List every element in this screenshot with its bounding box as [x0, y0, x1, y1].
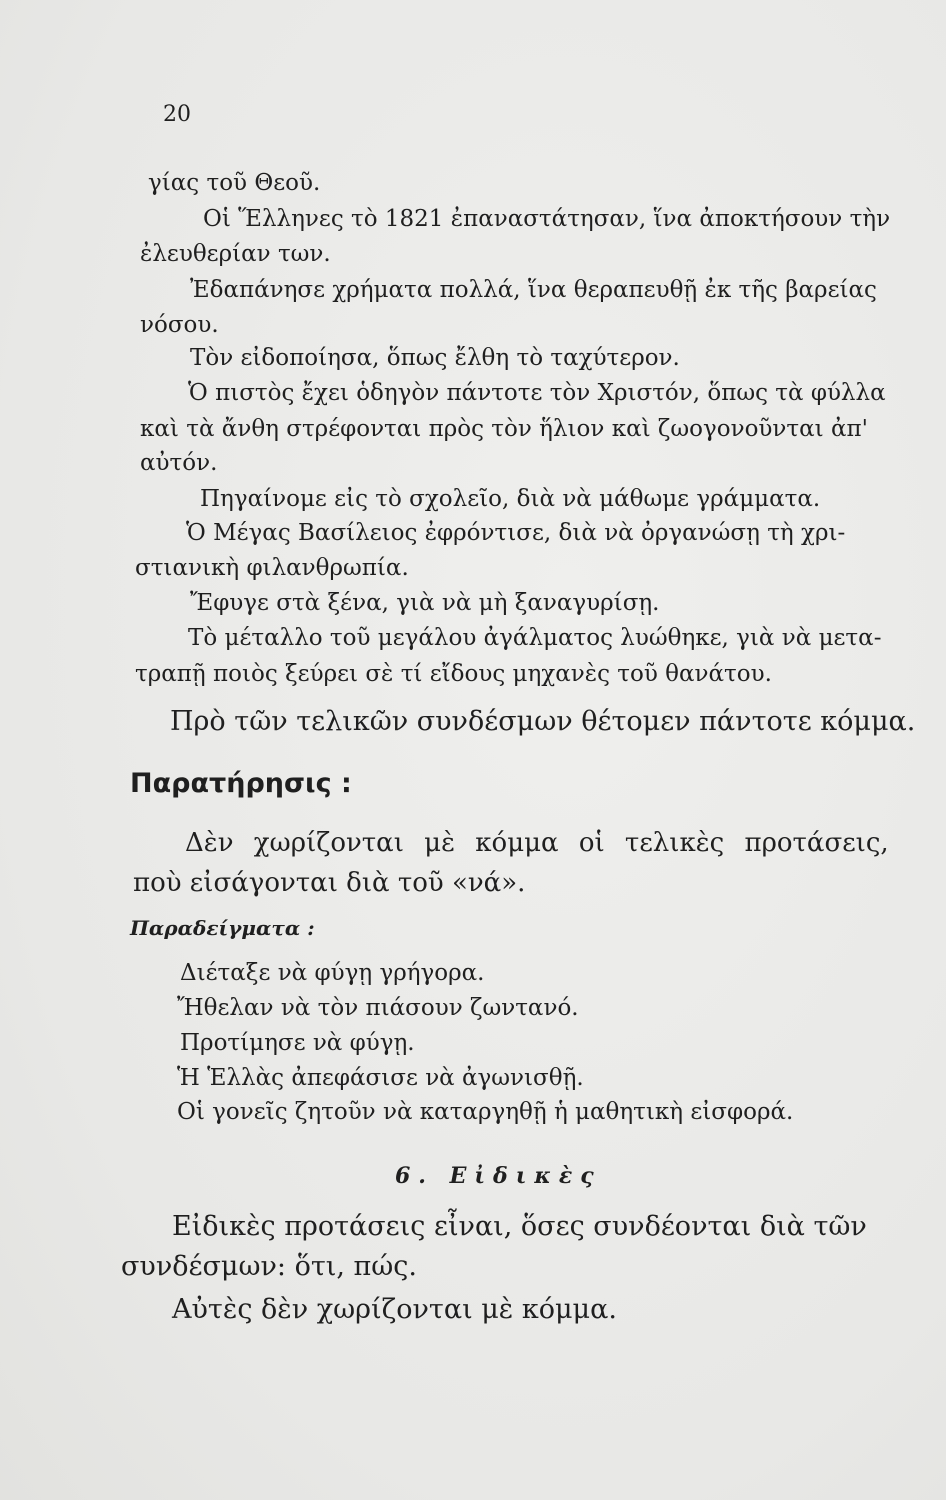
section-6-line: Αὐτὲς δὲν χωρίζονται μὲ κόμμα. [172, 1294, 617, 1325]
example-line: Οἱ γονεῖς ζητοῦν νὰ καταργηθῇ ἡ μαθητικὴ εἰσφορά. [177, 1099, 794, 1125]
text-line: Τὸ μέταλλο τοῦ μεγάλου ἀγάλματος λυώθηκε, γιὰ νὰ μετα- [188, 625, 882, 651]
observation-heading: Παρατήρησις : [130, 768, 352, 799]
examples-heading: Παραδείγματα : [130, 916, 315, 940]
text-line: αὐτόν. [140, 450, 218, 476]
example-line: Ἤθελαν νὰ τὸν πιάσουν ζωντανό. [177, 995, 579, 1021]
text-line: Ὁ Μέγας Βασίλειος ἐφρόντισε, διὰ νὰ ὀργανώσῃ τὴ χρι- [186, 520, 846, 546]
text-line: Τὸν εἰδοποίησα, ὅπως ἔλθη τὸ ταχύτερον. [190, 345, 680, 371]
section-6-heading: 6. Εἰδικὲς [395, 1163, 602, 1189]
text-line: ἐλευθερίαν των. [140, 241, 331, 267]
section-6-line: συνδέσμων: ὅτι, πώς. [121, 1251, 417, 1282]
text-line: καὶ τὰ ἄνθη στρέφονται πρὸς τὸν ἥλιον καὶ ζωογονοῦνται ἀπ' [140, 416, 868, 442]
rule-text: Πρὸ τῶν τελικῶν συνδέσμων θέτομεν πάντοτε κόμμα. [170, 706, 916, 737]
text-line: νόσου. [140, 312, 219, 338]
page-number: 20 [163, 102, 191, 127]
observation-line: ποὺ εἰσάγονται διὰ τοῦ «νά». [133, 868, 526, 898]
example-line: Διέταξε νὰ φύγῃ γρήγορα. [180, 960, 485, 986]
text-line: Πηγαίνομε εἰς τὸ σχολεῖο, διὰ νὰ μάθωμε γράμματα. [200, 486, 821, 512]
text-line: γίας τοῦ Θεοῦ. [148, 170, 321, 196]
text-line: Οἱ Ἕλληνες τὸ 1821 ἐπαναστάτησαν, ἵνα ἀποκτήσουν τὴν [203, 206, 891, 232]
example-line: Προτίμησε νὰ φύγῃ. [180, 1030, 415, 1056]
observation-line: Δὲν χωρίζονται μὲ κόμμα οἱ τελικὲς προτάσεις, [185, 828, 889, 858]
text-line: Ἔφυγε στὰ ξένα, γιὰ νὰ μὴ ξαναγυρίσῃ. [190, 590, 660, 616]
example-line: Ἡ Ἑλλὰς ἀπεφάσισε νὰ ἀγωνισθῇ. [177, 1065, 584, 1091]
text-line: Ἐδαπάνησε χρήματα πολλά, ἵνα θεραπευθῇ ἐκ τῆς βαρείας [190, 277, 877, 303]
text-line: στιανικὴ φιλανθρωπία. [135, 555, 409, 581]
text-line: Ὁ πιστὸς ἔχει ὁδηγὸν πάντοτε τὸν Χριστόν, ὅπως τὰ φύλλα [188, 380, 886, 406]
text-line: τραπῇ ποιὸς ξεύρει σὲ τί εἴδους μηχανὲς τοῦ θανάτου. [135, 661, 772, 687]
section-6-line: Εἰδικὲς προτάσεις εἶναι, ὅσες συνδέονται διὰ τῶν [172, 1211, 867, 1242]
